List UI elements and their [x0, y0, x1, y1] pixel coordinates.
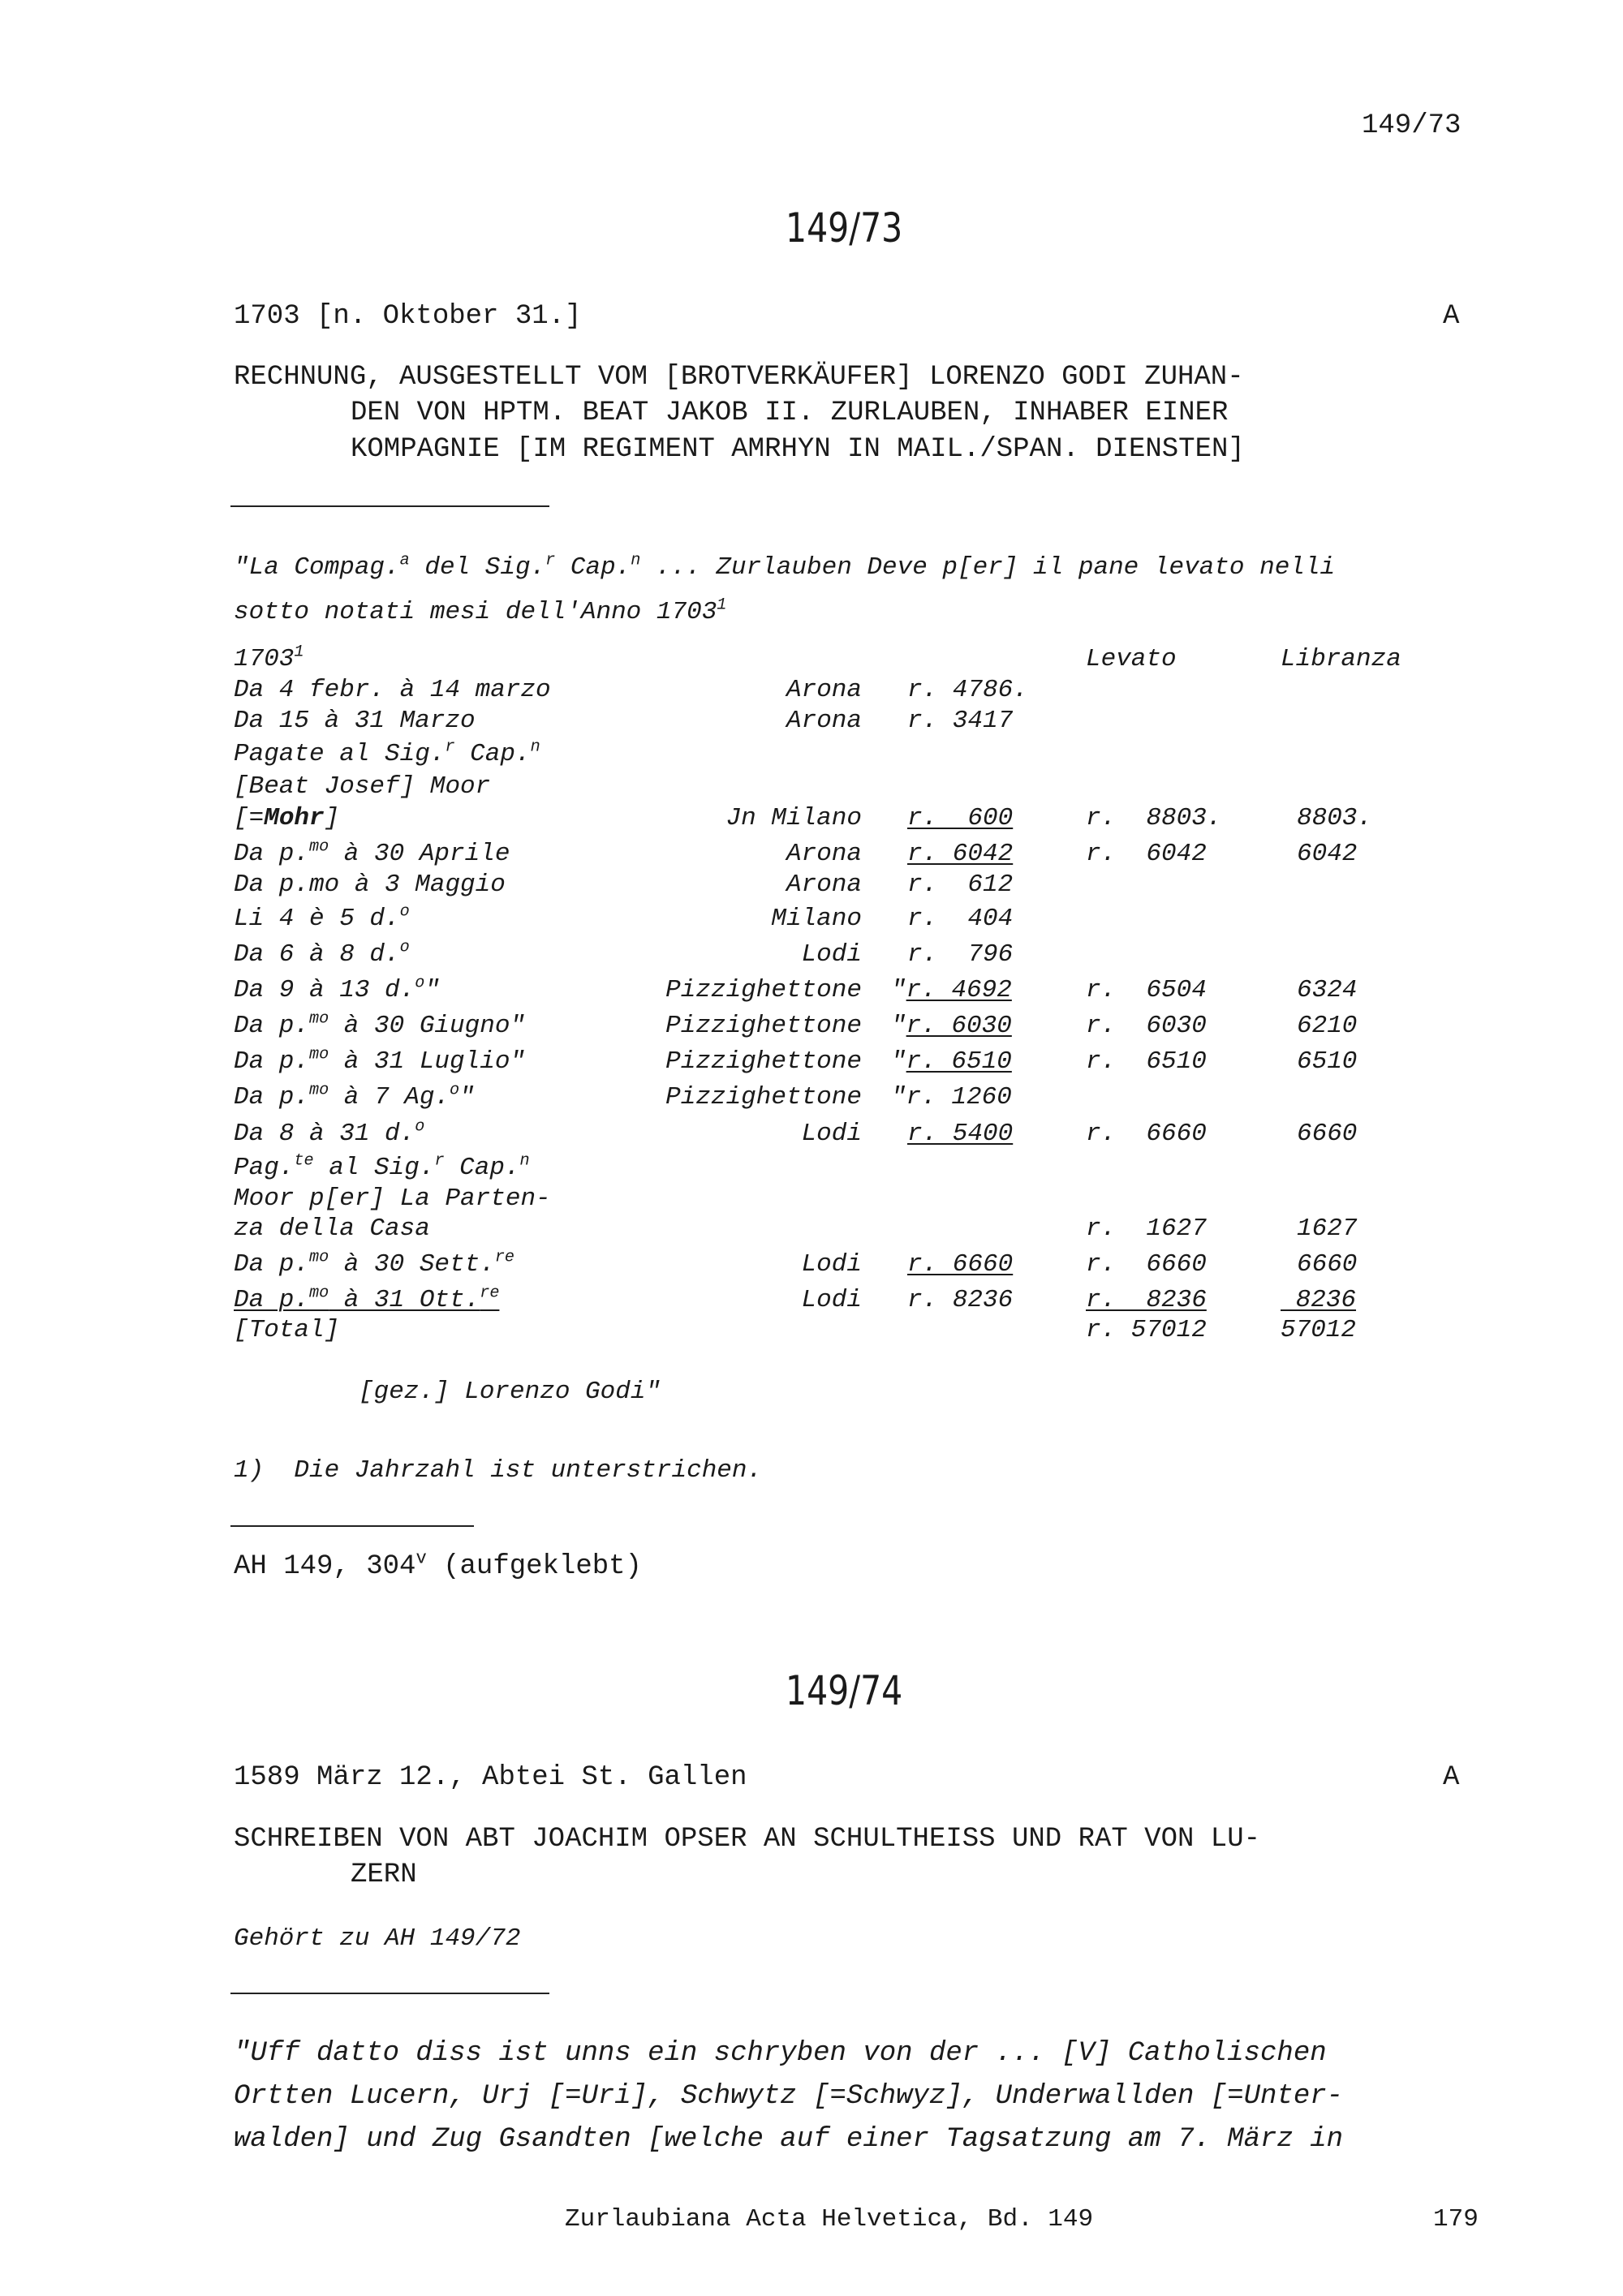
table-row-place: Pizzighettone [665, 976, 862, 1004]
divider [230, 505, 549, 507]
footnote: 1) Die Jahrzahl ist unterstrichen. [234, 1456, 763, 1485]
table-row-libranza: 8803. [1297, 804, 1373, 832]
quote-line: "La Compag.$^a$ del Sig.$^r$ Cap.$^n$ ... Zurlauben Deve p[er] il pane levato nelli [234, 551, 1336, 582]
table-row-amount: r. 612 [907, 871, 1014, 899]
table-row-amount: "r. 6030 [891, 1012, 1012, 1040]
table-row-period: Da 8 à 31 d.$^o$ [234, 1117, 425, 1148]
table-row-period: Da 9 à 13 d.$^o$" [234, 974, 440, 1004]
table-row-period: Da p.$^{mo}$ à 31 Luglio" [234, 1045, 526, 1076]
table-row-amount: "r. 1260 [891, 1083, 1012, 1111]
entry-title-line: RECHNUNG, AUSGESTELLT VOM [BROTVERKÄUFER] LORENZO GODI ZUHAN- [234, 362, 1244, 393]
table-row-levato: r. 6510 [1086, 1047, 1207, 1076]
table-row-period: Da p.$^{mo}$ à 30 Giugno" [234, 1009, 526, 1040]
table-row-place: Pizzighettone [665, 1083, 862, 1111]
entry-title-line: KOMPAGNIE [IM REGIMENT AMRHYN IN MAIL./SPAN. DIENSTEN] [351, 434, 1245, 465]
table-row-period: Da 15 à 31 Marzo [234, 707, 476, 735]
table-row-period: Da p.mo à 3 Maggio [234, 871, 506, 899]
table-row-place: Lodi [801, 1250, 862, 1279]
table-row-amount: r. 6660 [907, 1250, 1014, 1279]
table-row-place: Pizzighettone [665, 1012, 862, 1040]
signature: [gez.] Lorenzo Godi" [359, 1378, 661, 1406]
table-row-levato: r. 6504 [1086, 976, 1207, 1004]
entry-date: 1703 [n. Oktober 31.] [234, 301, 582, 332]
table-row-total-levato: r. 57012 [1086, 1316, 1207, 1344]
table-row-period: [Beat Josef] Moor [234, 772, 491, 801]
table-row-place: Lodi [801, 1286, 862, 1314]
table-row-levato: r. 1627 [1086, 1215, 1207, 1243]
column-header-libranza: Libranza [1281, 645, 1401, 673]
source-reference: AH 149, 304$^v$ (aufgeklebt) [234, 1548, 642, 1582]
entry-title-line: SCHREIBEN VON ABT JOACHIM OPSER AN SCHULTHEISS UND RAT VON LU- [234, 1824, 1261, 1855]
footer-page-number: 179 [1433, 2205, 1479, 2234]
table-row-place: Lodi [801, 1120, 862, 1148]
table-row-libranza: 6042 [1297, 840, 1358, 868]
table-row-place: Lodi [801, 940, 862, 969]
quote-line: sotto notati mesi dell'Anno 1703$^1$ [234, 595, 727, 626]
divider [230, 1993, 549, 1994]
archive-marker: A [1443, 1762, 1460, 1793]
table-row-levato: r. 8236 [1086, 1286, 1207, 1314]
table-row-total-label: [Total] [234, 1316, 340, 1344]
table-row-levato: r. 6030 [1086, 1012, 1207, 1040]
table-row-libranza: 6210 [1297, 1012, 1358, 1040]
table-row-amount: r. 8236 [907, 1286, 1014, 1314]
divider [230, 1525, 474, 1527]
entry-title-line: DEN VON HPTM. BEAT JAKOB II. ZURLAUBEN, INHABER EINER [351, 398, 1229, 428]
table-row-period: za della Casa [234, 1215, 430, 1243]
table-row-amount: r. 796 [907, 940, 1014, 969]
table-row-place: Jn Milano [725, 804, 862, 832]
table-row-period: Da p.$^{mo}$ à 30 Aprile [234, 837, 510, 868]
table-row-amount: r. 4786. [907, 676, 1028, 704]
table-row-libranza: 1627 [1297, 1215, 1358, 1243]
related-note: Gehört zu AH 149/72 [234, 1924, 521, 1953]
table-row-levato: r. 6660 [1086, 1120, 1207, 1148]
table-row-libranza: 6510 [1297, 1047, 1358, 1076]
quote-line: "Uff datto diss ist unns ein schryben von der ... [V] Catholischen [234, 2038, 1327, 2069]
entry-date: 1589 März 12., Abtei St. Gallen [234, 1762, 747, 1793]
quote-line: walden] und Zug Gsandten [welche auf einer Tagsatzung am 7. März in [234, 2124, 1344, 2155]
table-row-amount: r. 5400 [907, 1120, 1014, 1148]
table-row-place: Arona [786, 676, 862, 704]
table-year: 1703$^1$ [234, 643, 304, 673]
table-row-libranza: 6660 [1297, 1250, 1358, 1279]
table-row-libranza: 6324 [1297, 976, 1358, 1004]
table-row-place: Milano [771, 905, 862, 933]
table-row-libranza: 8236 [1281, 1286, 1357, 1314]
table-row-place: Arona [786, 871, 862, 899]
table-row-libranza: 6660 [1297, 1120, 1358, 1148]
table-row-period: Moor p[er] La Parten- [234, 1185, 551, 1213]
table-row-period: Da 4 febr. à 14 marzo [234, 676, 551, 704]
column-header-levato: Levato [1086, 645, 1177, 673]
table-row-period: Da 6 à 8 d.$^o$ [234, 938, 410, 969]
table-row-period: Pagate al Sig.$^r$ Cap.$^n$ [234, 737, 540, 768]
table-row-amount: r. 6042 [907, 840, 1014, 868]
table-row-period: Pag.$^{te}$ al Sig.$^r$ Cap.$^n$ [234, 1151, 530, 1182]
table-row-place: Arona [786, 707, 862, 735]
running-head: 149/73 [1362, 110, 1462, 141]
table-row-place: Arona [786, 840, 862, 868]
table-row-levato: r. 8803. [1086, 804, 1222, 832]
table-row-period: [=Mohr] [234, 804, 340, 832]
table-row-total-libranza: 57012 [1281, 1316, 1357, 1344]
table-row-period: Da p.$^{mo}$ à 7 Ag.$^o$" [234, 1081, 475, 1111]
footer-title: Zurlaubiana Acta Helvetica, Bd. 149 [565, 2205, 1094, 2234]
table-row-amount: "r. 6510 [891, 1047, 1012, 1076]
entry-number: 149/74 [786, 1667, 903, 1714]
entry-title-line: ZERN [351, 1860, 417, 1890]
table-row-period: Da p.$^{mo}$ à 31 Ott.$^{re}$ [234, 1283, 500, 1314]
table-row-place: Pizzighettone [665, 1047, 862, 1076]
table-row-levato: r. 6660 [1086, 1250, 1207, 1279]
table-row-period: Li 4 è 5 d.$^o$ [234, 902, 410, 933]
entry-number: 149/73 [786, 204, 903, 252]
quote-line: Ortten Lucern, Urj [=Uri], Schwytz [=Schwyz], Underwallden [=Unter- [234, 2081, 1344, 2112]
table-row-amount: "r. 4692 [891, 976, 1012, 1004]
table-row-amount: r. 600 [907, 804, 1014, 832]
table-row-levato: r. 6042 [1086, 840, 1207, 868]
table-row-period: Da p.$^{mo}$ à 30 Sett.$^{re}$ [234, 1248, 515, 1279]
archive-marker: A [1443, 301, 1460, 332]
table-row-amount: r. 3417 [907, 707, 1014, 735]
table-row-amount: r. 404 [907, 905, 1014, 933]
